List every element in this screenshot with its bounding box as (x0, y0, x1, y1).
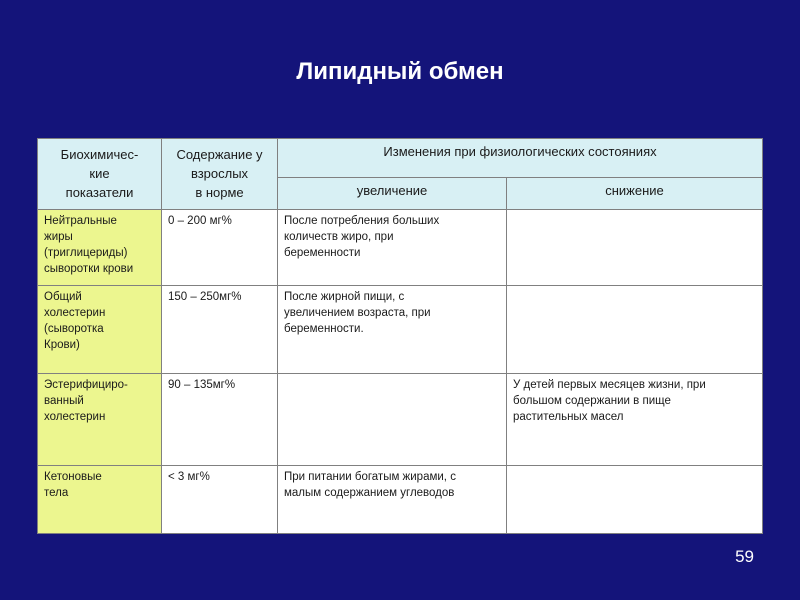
header-increase: увеличение (278, 178, 507, 210)
slide-title: Липидный обмен (296, 58, 504, 85)
row-decrease: У детей первых месяцев жизни, при большом содержании в пище растительных масел (507, 374, 763, 466)
row-increase: После потребления больших количеств жиро, при беременности (278, 210, 507, 286)
row-decrease (507, 210, 763, 286)
row-decrease (507, 466, 763, 534)
row-increase: При питании богатым жирами, с малым содержанием углеводов (278, 466, 507, 534)
row-increase: После жирной пищи, с увеличением возраста, при беременности. (278, 286, 507, 374)
table-row (38, 210, 763, 286)
table-row (38, 286, 763, 374)
table-row (38, 466, 763, 534)
header-decrease: снижение (507, 178, 763, 210)
row-increase (278, 374, 507, 466)
header-changes: Изменения при физиологических состояниях (278, 139, 763, 178)
row-norm: 90 – 135мг% (162, 374, 278, 466)
header-norm: Содержание у взрослых в норме (162, 139, 278, 210)
row-norm: < 3 мг% (162, 466, 278, 534)
lipid-table (37, 138, 763, 534)
page-number: 59 (735, 547, 754, 566)
row-decrease (507, 286, 763, 374)
row-norm: 0 – 200 мг% (162, 210, 278, 286)
row-norm: 150 – 250мг% (162, 286, 278, 374)
row-indicator: Общий холестерин (сыворотка Крови) (38, 286, 162, 374)
table-row (38, 374, 763, 466)
header-indicator: Биохимичес- кие показатели (38, 139, 162, 210)
row-indicator: Нейтральные жиры (триглицериды) сыворотки крови (38, 210, 162, 286)
row-indicator: Кетоновые тела (38, 466, 162, 534)
row-indicator: Эстерифициро- ванный холестерин (38, 374, 162, 466)
